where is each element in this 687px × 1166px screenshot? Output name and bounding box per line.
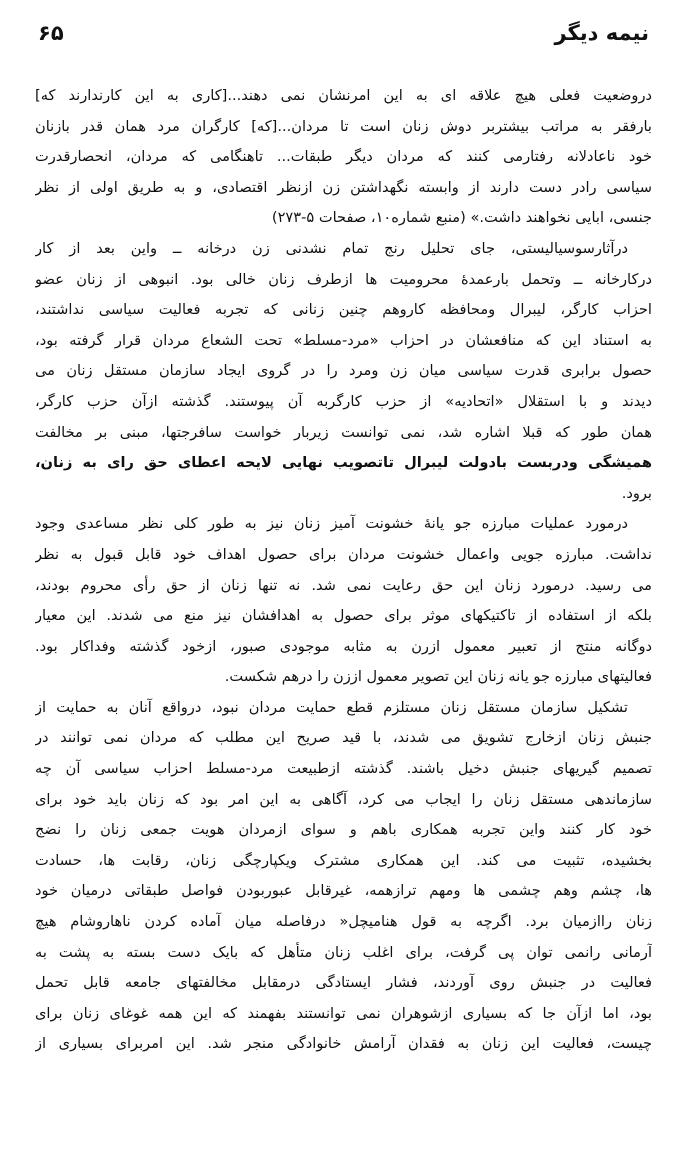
- text-line: احزاب کارگر، لیبرال ومحافظه کاروهم چنین زنانی که تجربه فعالیت سیاسی نداشتند،: [35, 301, 652, 319]
- text-line: ها، چشم وهم چشمی ها ومهم ترازهمه، غیرقابل عبوربودن فواصل طبقاتی درمیان خود: [35, 882, 652, 900]
- text-line: به استناد این که منافعشان در احزاب «مرد-مسلط» تحت الشعاع مردان قرار گرفته بود،: [35, 331, 652, 349]
- page-header: [34, 18, 653, 52]
- text-line: همان طور که قبلا اشاره شد، نمی توانست زیربار خواست سافرجتها، مبنی بر مخالفت: [35, 423, 652, 441]
- text-line: حصول برابری قدرت سیاسی میان زن ومرد را در گروی ایجاد سازمان مستقل زنان می: [35, 362, 652, 380]
- text-line: درمورد عملیات مبارزه جو یانهٔ خشونت آمیز زنان نیز به طور کلی نظر مساعدی وجود: [35, 515, 628, 533]
- text-line: دیدند و با استقلال «اتحادیه» از حزب کارگربه آن پیوستند. گذشته ازآن حزب کارگر،: [35, 392, 652, 410]
- text-line: جنسی، ابایی نخواهند داشت.» (منبع شماره۱۰، صفحات ۵-۲۷۳): [271, 209, 652, 227]
- text-line: جنبش زنان ازخارج تشویق می شدند، با قید صریح این مطلب که مردان نمی توانند در: [35, 729, 652, 747]
- text-line: تصمیم گیریهای جنبش دخیل باشند. گذشته ازطبیعت مرد-مسلط احزاب سیاسی آن چه: [35, 760, 652, 778]
- paragraph: [35, 693, 652, 1060]
- running-title: نیمه دیگر: [554, 21, 649, 45]
- text-line: بارفقر به مراتب بیشتربر دوش زنان است تا مردان...[که] کارگران مرد همان قدر بازنان: [35, 117, 652, 135]
- text-line: بلکه از استفاده از تاکتیکهای موثر برای حصول به اهدافشان نیز منع می شدند. این معیار: [35, 607, 652, 625]
- text-line: سازماندهی مستقل زنان را ایجاب می کرد، آگاهی به این امر بود که زنان باید خود برای: [35, 790, 652, 808]
- text-line: خود کار کنند واین تجربه همکاری باهم و سوای ازمردان هویت جمعی زنان را نضج: [35, 821, 652, 839]
- page-number: ۶۵: [38, 21, 64, 45]
- text-line: دروضعیت فعلی هیچ علاقه ای به این امرنشان نمی دهند...[کاری به این کارندارند که]: [35, 87, 652, 104]
- text-line: همیشگی ودربست بادولت لیبرال تاتصویب نهایی لایحه اعطای حق رای به زنان،: [35, 454, 652, 472]
- text-line: سیاسی رادر دست دارند از وابسته نگهداشتن زن ازنظر اقتصادی، و به طریق اولی از نظر: [35, 178, 652, 196]
- body-text: [35, 81, 652, 1060]
- text-line: دوگانه منتج از تعبیر معمول ازرن به مثابه موجودی صبور، ازخود گذشته وفداکار بود.: [35, 637, 652, 655]
- text-line: درکارخانه ــ وتحمل بارعمدهٔ محرومیت ها ازطرف زنان خالی بود. انبوهی از زنان عضو: [35, 270, 652, 288]
- text-line: خود ناعادلانه رفتارمی کنند که مردان دیگر طبقات... تاهنگامی که مردان، انحصارقدرت: [35, 148, 652, 166]
- text-line: چیست، فعالیت این زنان به فقدان آرامش خانوادگی منجر شد. این امربرای بسیاری از: [35, 1035, 652, 1053]
- paragraph: [35, 509, 652, 693]
- text-line: بود، اما ازآن جا که بسیاری ازشوهران نمی توانستند بفهمند که این همه غوغای زنان برای: [35, 1004, 652, 1022]
- text-line: درآثارسوسیالیستی، جای تحلیل رنج تمام نشدنی زن درخانه ــ واین بعد از کار: [35, 239, 628, 257]
- text-line: برود.: [621, 484, 652, 502]
- text-line: نداشت. مبارزه جویی واعمال خشونت مردان برای حصول اهداف خود قابل قبول به نظر: [35, 545, 652, 563]
- text-line: می رسید. درمورد زنان این حق رعایت نمی شد. نه تنها زنان از حق رأی محروم بودند،: [35, 576, 652, 594]
- text-line: فعالیت در جنبش روی آوردند، فشار ایستادگی درمقابل مخالفتهای جامعه قابل تحمل: [35, 974, 652, 992]
- text-line: بخشیده، تثبیت می کند. این همکاری مشترک ویکپارچگی زنان، رقابت ها، حسادت: [35, 851, 652, 869]
- paragraph: [35, 81, 652, 234]
- text-line: تشکیل سازمان مستقل زنان مستلزم قطع حمایت مردان نبود، درواقع آنان به حمایت از: [35, 698, 628, 716]
- text-line: آرمانی رانمی توان پی گرفت، برای اغلب زنان متأهل که بایک دست بسته به پشت به: [35, 943, 652, 961]
- text-line: فعالیتهای مبارزه جو یانه زنان این تصویر معمول اززن را درهم شکست.: [224, 668, 652, 686]
- paragraph: [35, 234, 652, 509]
- text-line: زنان راازمیان برد. اگرچه به قول هنامیچل« درفاصله میان آماده کردن ناهاروشام هیچ: [35, 913, 652, 931]
